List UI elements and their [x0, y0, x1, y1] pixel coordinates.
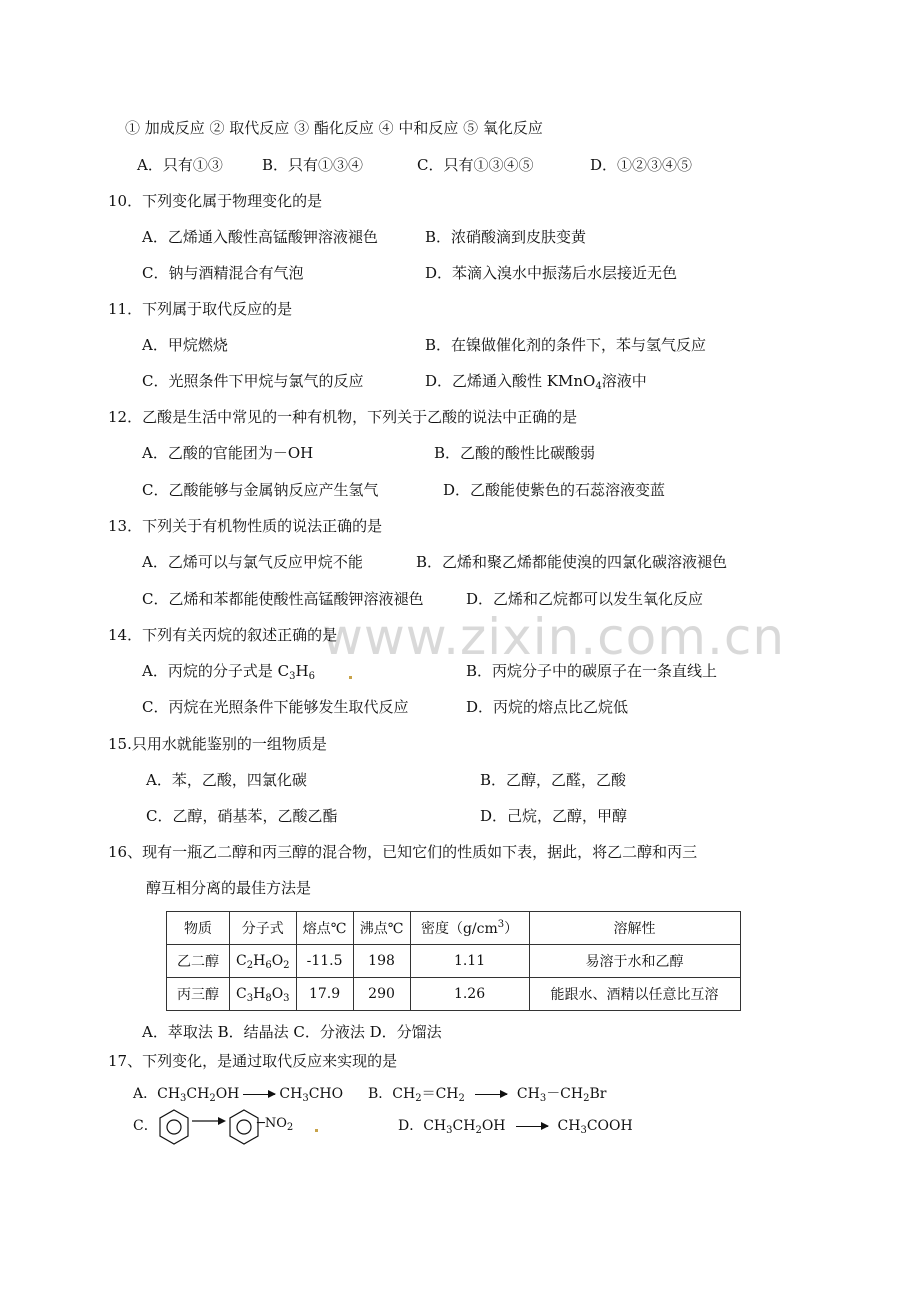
reaction-arrow-icon [243, 1094, 275, 1095]
cell-name: 乙二醇 [167, 945, 230, 978]
q9-reaction-list: ① 加成反应 ② 取代反应 ③ 酯化反应 ④ 中和反应 ⑤ 氧化反应 [125, 119, 543, 137]
q13-option-c: C．乙烯和苯都能使酸性高锰酸钾溶液褪色 [142, 590, 424, 608]
q12-option-a: A．乙酸的官能团为－OH [142, 444, 314, 462]
q12-option-c: C．乙酸能够与金属钠反应产生氢气 [142, 481, 379, 499]
q11-option-c: C．光照条件下甲烷与氯气的反应 [142, 372, 364, 390]
q11-stem: 11．下列属于取代反应的是 [108, 300, 293, 318]
q16-stem-line2: 醇互相分离的最佳方法是 [146, 879, 312, 897]
reaction-arrow-icon [475, 1094, 507, 1095]
q15-option-a: A．苯，乙酸，四氯化碳 [146, 771, 307, 789]
q13-option-d: D．乙烯和乙烷都可以发生氧化反应 [466, 590, 704, 608]
q15-option-d: D．己烷，乙醇，甲醇 [480, 807, 628, 825]
nitrobenzene-ring-icon [230, 1110, 258, 1144]
cell-density: 1.11 [410, 945, 529, 978]
q13-stem: 13．下列关于有机物性质的说法正确的是 [108, 517, 383, 535]
q9-option-d: D．①②③④⑤ [590, 156, 693, 174]
table-row [167, 978, 741, 1011]
benzene-ring-icon [160, 1110, 188, 1144]
header-melting-point: 熔点℃ [296, 912, 353, 945]
q15-option-c: C．乙醇，硝基苯，乙酸乙酯 [146, 807, 338, 825]
cell-formula: $C_3H_8O_3$ [230, 978, 297, 1011]
q13-option-b: B．乙烯和聚乙烯都能使溴的四氯化碳溶液褪色 [416, 553, 728, 571]
watermark: www.zixin.com.cn [322, 608, 786, 666]
cell-solubility: 易溶于水和乙醇 [529, 945, 740, 978]
q9-option-b: B．只有①③④ [262, 156, 364, 174]
cell-melting-point: -11.5 [296, 945, 353, 978]
q14-option-b: B．丙烷分子中的碳原子在一条直线上 [466, 662, 718, 680]
q12-option-b: B．乙酸的酸性比碳酸弱 [434, 444, 596, 462]
q11-option-b: B．在镍做催化剂的条件下，苯与氢气反应 [425, 336, 707, 354]
cell-formula: $C_2H_6O_2$ [230, 945, 297, 978]
q10-option-d: D．苯滴入溴水中振荡后水层接近无色 [425, 264, 678, 282]
q12-option-d: D．乙酸能使紫色的石蕊溶液变蓝 [443, 481, 666, 499]
q17-option-d: D．$CH_3CH_2OH$ $CH_3COOH$ [398, 1118, 633, 1136]
header-solubility: 溶解性 [529, 912, 740, 945]
q9-option-c: C．只有①③④⑤ [417, 156, 534, 174]
reaction-arrow-icon [516, 1126, 548, 1127]
header-density: 密度$(g/cm^3)$ [410, 912, 529, 945]
q16-options: A．萃取法 B．结晶法 C．分液法 D．分馏法 [142, 1023, 442, 1041]
properties-table [166, 911, 741, 1011]
q12-stem: 12．乙酸是生活中常见的一种有机物，下列关于乙酸的说法中正确的是 [108, 408, 578, 426]
scan-mark [349, 676, 352, 679]
cell-solubility: 能跟水、酒精以任意比互溶 [529, 978, 740, 1011]
q14-option-c: C．丙烷在光照条件下能够发生取代反应 [142, 698, 409, 716]
reaction-arrow-icon [192, 1117, 226, 1125]
q17-option-c-label: C． [133, 1118, 158, 1134]
header-formula: 分子式 [230, 912, 297, 945]
q16-stem-line1: 16、现有一瓶乙二醇和丙三醇的混合物，已知它们的性质如下表，据此，将乙二醇和丙三 [108, 843, 698, 861]
q17-stem: 17、下列变化，是通过取代反应来实现的是 [108, 1052, 398, 1070]
cell-density: 1.26 [410, 978, 529, 1011]
cell-boiling-point: 198 [353, 945, 410, 978]
q11-option-a: A．甲烷燃烧 [142, 336, 228, 354]
q17-option-b: B．$CH_2=CH_2$ $CH_3-CH_2Br$ [368, 1086, 607, 1104]
cell-melting-point: 17.9 [296, 978, 353, 1011]
q15-stem: 15.只用水就能鉴别的一组物质是 [108, 735, 327, 753]
q14-option-a: A．丙烷的分子式是 $C_3H_6$ [142, 662, 315, 682]
cell-boiling-point: 290 [353, 978, 410, 1011]
q10-option-b: B．浓硝酸滴到皮肤变黄 [425, 228, 587, 246]
header-substance: 物质 [167, 912, 230, 945]
q9-option-a: A．只有①③ [137, 156, 223, 174]
q15-option-b: B．乙醇，乙醛，乙酸 [480, 771, 627, 789]
table-header-row [167, 912, 741, 945]
cell-name: 丙三醇 [167, 978, 230, 1011]
q11-option-d: D．乙烯通入酸性 KMnO$_4$溶液中 [425, 372, 647, 392]
header-boiling-point: 沸点℃ [353, 912, 410, 945]
table-row [167, 945, 741, 978]
q17-option-a: A．$CH_3CH_2OH$ $CH_3CHO$ [133, 1086, 344, 1104]
q13-option-a: A．乙烯可以与氯气反应甲烷不能 [142, 553, 363, 571]
q10-stem: 10．下列变化属于物理变化的是 [108, 192, 323, 210]
q14-option-d: D．丙烷的熔点比乙烷低 [466, 698, 629, 716]
q14-stem: 14．下列有关丙烷的叙述正确的是 [108, 626, 338, 644]
q10-option-c: C．钠与酒精混合有气泡 [142, 264, 304, 282]
scan-mark [315, 1129, 318, 1132]
q10-option-a: A．乙烯通入酸性高锰酸钾溶液褪色 [142, 228, 378, 246]
nitro-group-label: $─NO_2$ [257, 1116, 294, 1133]
